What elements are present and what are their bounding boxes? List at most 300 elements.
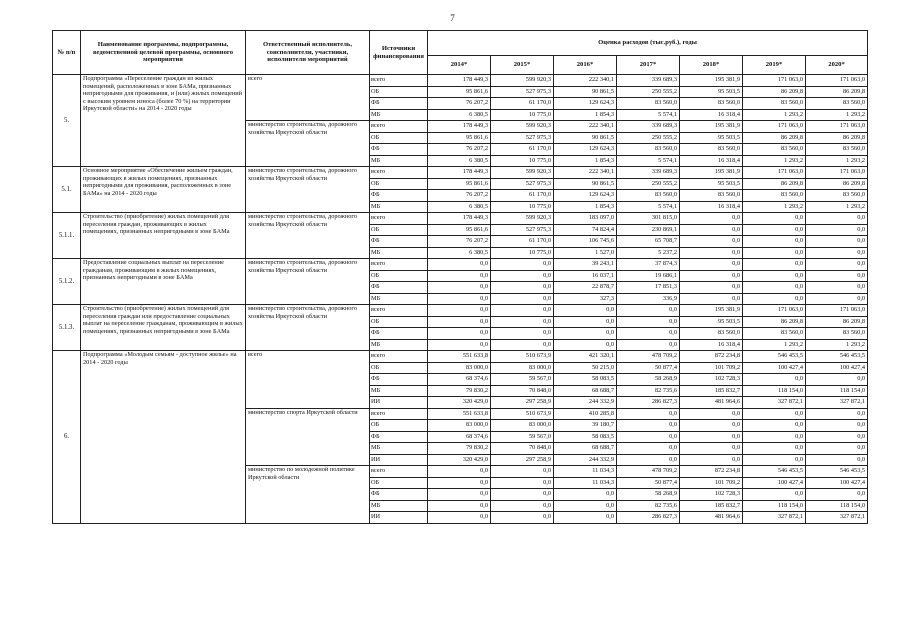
- value-cell: 16 318,4: [680, 109, 743, 121]
- executor: министерство спорта Иркутской области: [246, 408, 370, 466]
- value-cell: 336,9: [617, 293, 680, 305]
- value-cell: 0,0: [491, 316, 554, 328]
- value-cell: 599 920,3: [491, 213, 554, 225]
- value-cell: 37 874,3: [617, 259, 680, 271]
- value-cell: 481 964,6: [680, 512, 743, 524]
- value-cell: 83 000,0: [428, 362, 491, 374]
- value-cell: 0,0: [806, 408, 868, 420]
- value-cell: 0,0: [554, 489, 617, 501]
- value-cell: 546 453,5: [806, 466, 868, 478]
- value-cell: 546 453,5: [806, 351, 868, 363]
- header-executor: Ответственный исполнитель, соисполнители, участники, исполнители мероприятий: [246, 31, 370, 75]
- value-cell: 83 560,0: [680, 190, 743, 202]
- value-cell: 1 527,0: [554, 247, 617, 259]
- value-cell: 0,0: [617, 443, 680, 455]
- value-cell: 65 708,7: [617, 236, 680, 248]
- value-cell: 86 209,8: [743, 316, 806, 328]
- value-cell: 0,0: [554, 316, 617, 328]
- value-cell: 0,0: [428, 489, 491, 501]
- table-row: [53, 213, 868, 225]
- header-num: № п/п: [53, 31, 81, 75]
- header-year: 2015*: [491, 56, 554, 75]
- value-cell: 339 689,3: [617, 167, 680, 179]
- value-cell: 83 560,0: [806, 144, 868, 156]
- value-cell: 510 673,9: [491, 351, 554, 363]
- value-cell: 250 555,2: [617, 86, 680, 98]
- value-cell: 195 381,9: [680, 121, 743, 133]
- header-year: 2018*: [680, 56, 743, 75]
- value-cell: 90 861,5: [554, 86, 617, 98]
- funding-source: ОБ: [370, 132, 428, 144]
- value-cell: 5 237,2: [617, 247, 680, 259]
- value-cell: 118 154,0: [743, 500, 806, 512]
- value-cell: 546 453,5: [743, 466, 806, 478]
- section-code: 5.1.2.: [53, 259, 81, 305]
- section-name: Подпрограмма «Переселение граждан из жилых помещений, расположенных в зоне БАМа, признанных непригодными для проживания, и (или) жилых помещений с высоким уровнем износа (более 70 %) на территории Иркутской области» на 2014 - 2020 годы: [81, 75, 246, 167]
- value-cell: 0,0: [743, 213, 806, 225]
- value-cell: 79 830,2: [428, 443, 491, 455]
- value-cell: 0,0: [806, 236, 868, 248]
- value-cell: 327 872,1: [743, 512, 806, 524]
- value-cell: 0,0: [680, 270, 743, 282]
- value-cell: 0,0: [554, 512, 617, 524]
- value-cell: 100 427,4: [806, 477, 868, 489]
- executor: министерство строительства, дорожного хозяйства Иркутской области: [246, 213, 370, 259]
- value-cell: 86 209,8: [806, 316, 868, 328]
- funding-source: МБ: [370, 109, 428, 121]
- value-cell: 339 689,3: [617, 75, 680, 87]
- value-cell: 95 861,6: [428, 224, 491, 236]
- value-cell: 0,0: [743, 374, 806, 386]
- value-cell: 129 624,3: [554, 190, 617, 202]
- value-cell: 0,0: [554, 500, 617, 512]
- funding-source: ОБ: [370, 224, 428, 236]
- value-cell: 0,0: [617, 339, 680, 351]
- value-cell: 0,0: [806, 293, 868, 305]
- value-cell: 83 560,0: [680, 98, 743, 110]
- value-cell: 510 673,9: [491, 408, 554, 420]
- value-cell: 527 975,3: [491, 86, 554, 98]
- value-cell: 0,0: [743, 443, 806, 455]
- value-cell: 481 964,6: [680, 397, 743, 409]
- value-cell: 0,0: [491, 328, 554, 340]
- funding-source: ФБ: [370, 144, 428, 156]
- value-cell: 0,0: [428, 500, 491, 512]
- value-cell: 61 170,0: [491, 190, 554, 202]
- value-cell: 0,0: [743, 454, 806, 466]
- value-cell: 872 234,8: [680, 466, 743, 478]
- funding-source: всего: [370, 259, 428, 271]
- value-cell: 0,0: [743, 236, 806, 248]
- value-cell: 0,0: [491, 489, 554, 501]
- funding-source: ФБ: [370, 328, 428, 340]
- value-cell: 82 735,6: [617, 500, 680, 512]
- value-cell: 0,0: [680, 454, 743, 466]
- funding-source: всего: [370, 466, 428, 478]
- executor: всего: [246, 351, 370, 409]
- value-cell: 195 381,9: [680, 75, 743, 87]
- funding-source: всего: [370, 75, 428, 87]
- value-cell: 0,0: [806, 443, 868, 455]
- funding-source: МБ: [370, 385, 428, 397]
- value-cell: 95 861,6: [428, 178, 491, 190]
- value-cell: 0,0: [491, 512, 554, 524]
- funding-source: ФБ: [370, 374, 428, 386]
- value-cell: 5 574,1: [617, 109, 680, 121]
- header-year: 2014*: [428, 56, 491, 75]
- value-cell: 0,0: [617, 305, 680, 317]
- value-cell: 61 170,0: [491, 236, 554, 248]
- section-name: Подпрограмма «Молодым семьям - доступное жилье» на 2014 - 2020 годы: [81, 351, 246, 524]
- value-cell: 171 063,0: [743, 121, 806, 133]
- value-cell: 0,0: [491, 500, 554, 512]
- executor: министерство строительства, дорожного хозяйства Иркутской области: [246, 305, 370, 351]
- executor: всего: [246, 75, 370, 121]
- funding-source: МБ: [370, 155, 428, 167]
- value-cell: 599 920,3: [491, 167, 554, 179]
- value-cell: 95 503,5: [680, 178, 743, 190]
- value-cell: 100 427,4: [806, 362, 868, 374]
- value-cell: 0,0: [743, 247, 806, 259]
- section-name: Основное мероприятие «Обеспечение жильем граждан, проживающих в жилых помещениях, признанных непригодными для проживания, расположенных в зоне БАМа» на 2014 - 2020 годы: [81, 167, 246, 213]
- value-cell: 1 293,2: [743, 201, 806, 213]
- value-cell: 101 709,2: [680, 477, 743, 489]
- value-cell: 0,0: [680, 293, 743, 305]
- value-cell: 1 293,2: [806, 201, 868, 213]
- value-cell: 83 560,0: [743, 328, 806, 340]
- value-cell: 83 560,0: [617, 98, 680, 110]
- funding-source: всего: [370, 351, 428, 363]
- value-cell: 0,0: [806, 247, 868, 259]
- section-code: 5.1.3.: [53, 305, 81, 351]
- funding-source: МБ: [370, 247, 428, 259]
- value-cell: 6 380,5: [428, 109, 491, 121]
- value-cell: 171 063,0: [806, 305, 868, 317]
- value-cell: 527 975,3: [491, 178, 554, 190]
- value-cell: 5 574,1: [617, 155, 680, 167]
- value-cell: 86 209,8: [743, 178, 806, 190]
- funding-source: ОБ: [370, 477, 428, 489]
- value-cell: 0,0: [806, 454, 868, 466]
- value-cell: 297 258,9: [491, 454, 554, 466]
- value-cell: 0,0: [617, 454, 680, 466]
- value-cell: 478 709,2: [617, 351, 680, 363]
- value-cell: 50 877,4: [617, 362, 680, 374]
- executor: министерство строительства, дорожного хозяйства Иркутской области: [246, 121, 370, 167]
- value-cell: 0,0: [428, 512, 491, 524]
- value-cell: 0,0: [743, 270, 806, 282]
- value-cell: 339 689,3: [617, 121, 680, 133]
- header-year: 2020*: [806, 56, 868, 75]
- value-cell: 10 775,0: [491, 109, 554, 121]
- value-cell: 0,0: [743, 224, 806, 236]
- value-cell: 0,0: [806, 259, 868, 271]
- value-cell: 76 207,2: [428, 98, 491, 110]
- value-cell: 95 503,5: [680, 132, 743, 144]
- funding-source: ИИ: [370, 512, 428, 524]
- value-cell: 527 975,3: [491, 132, 554, 144]
- value-cell: 16 318,4: [680, 339, 743, 351]
- value-cell: 39 180,7: [554, 420, 617, 432]
- value-cell: 86 209,8: [806, 86, 868, 98]
- table-row: [53, 305, 868, 317]
- value-cell: 68 374,6: [428, 374, 491, 386]
- value-cell: 95 503,5: [680, 86, 743, 98]
- value-cell: 599 920,3: [491, 121, 554, 133]
- value-cell: 286 827,3: [617, 512, 680, 524]
- header-name: Наименование программы, подпрограммы, ведомственной целевой программы, основного мероприятия: [81, 31, 246, 75]
- value-cell: 83 560,0: [806, 190, 868, 202]
- value-cell: 0,0: [806, 374, 868, 386]
- value-cell: 1 293,2: [743, 155, 806, 167]
- funding-source: всего: [370, 305, 428, 317]
- table-body: [53, 75, 868, 524]
- value-cell: 83 560,0: [680, 328, 743, 340]
- funding-source: всего: [370, 167, 428, 179]
- value-cell: 83 000,0: [428, 420, 491, 432]
- value-cell: 83 560,0: [743, 98, 806, 110]
- value-cell: 195 381,9: [680, 305, 743, 317]
- value-cell: 286 827,3: [617, 397, 680, 409]
- value-cell: 0,0: [680, 224, 743, 236]
- value-cell: 0,0: [806, 431, 868, 443]
- table-row: [53, 167, 868, 179]
- value-cell: 0,0: [428, 270, 491, 282]
- funding-source: ОБ: [370, 362, 428, 374]
- value-cell: 1 293,2: [806, 109, 868, 121]
- value-cell: 0,0: [743, 408, 806, 420]
- value-cell: 83 560,0: [806, 98, 868, 110]
- value-cell: 0,0: [617, 328, 680, 340]
- value-cell: 100 427,4: [743, 477, 806, 489]
- section-code: 6.: [53, 351, 81, 524]
- value-cell: 244 332,9: [554, 397, 617, 409]
- value-cell: 0,0: [428, 339, 491, 351]
- value-cell: 0,0: [428, 466, 491, 478]
- value-cell: 185 832,7: [680, 500, 743, 512]
- value-cell: 102 728,3: [680, 489, 743, 501]
- value-cell: 58 083,5: [554, 374, 617, 386]
- value-cell: 0,0: [491, 293, 554, 305]
- value-cell: 10 775,0: [491, 247, 554, 259]
- value-cell: 0,0: [491, 339, 554, 351]
- value-cell: 10 775,0: [491, 155, 554, 167]
- value-cell: 0,0: [806, 282, 868, 294]
- value-cell: 86 209,8: [806, 178, 868, 190]
- value-cell: 250 555,2: [617, 132, 680, 144]
- value-cell: 6 380,5: [428, 201, 491, 213]
- funding-source: ФБ: [370, 190, 428, 202]
- funding-source: всего: [370, 213, 428, 225]
- value-cell: 872 234,8: [680, 351, 743, 363]
- value-cell: 0,0: [491, 282, 554, 294]
- executor: министерство по молодежной политике Иркутской области: [246, 466, 370, 524]
- value-cell: 76 207,2: [428, 144, 491, 156]
- value-cell: 599 920,3: [491, 75, 554, 87]
- value-cell: 0,0: [617, 408, 680, 420]
- value-cell: 129 624,3: [554, 144, 617, 156]
- value-cell: 0,0: [743, 259, 806, 271]
- funding-source: ОБ: [370, 178, 428, 190]
- value-cell: 301 815,0: [617, 213, 680, 225]
- expenditure-table: [52, 30, 868, 524]
- value-cell: 0,0: [743, 431, 806, 443]
- page-number: 7: [450, 13, 455, 23]
- value-cell: 59 567,0: [491, 374, 554, 386]
- value-cell: 546 453,5: [743, 351, 806, 363]
- value-cell: 327 872,1: [806, 512, 868, 524]
- value-cell: 5 574,1: [617, 201, 680, 213]
- value-cell: 195 381,9: [680, 167, 743, 179]
- value-cell: 320 429,0: [428, 397, 491, 409]
- funding-source: ФБ: [370, 431, 428, 443]
- value-cell: 17 851,3: [617, 282, 680, 294]
- value-cell: 101 709,2: [680, 362, 743, 374]
- value-cell: 1 293,2: [743, 109, 806, 121]
- funding-source: ФБ: [370, 282, 428, 294]
- value-cell: 183 097,0: [554, 213, 617, 225]
- header-year: 2019*: [743, 56, 806, 75]
- value-cell: 171 063,0: [743, 75, 806, 87]
- value-cell: 0,0: [743, 420, 806, 432]
- value-cell: 68 374,6: [428, 431, 491, 443]
- table-row: [53, 259, 868, 271]
- value-cell: 0,0: [428, 282, 491, 294]
- value-cell: 1 854,3: [554, 155, 617, 167]
- section-name: Предоставление социальных выплат на переселение гражданам, проживающим в жилых помещениях, признанных непригодными в зоне БАМа: [81, 259, 246, 305]
- section-code: 5.1.: [53, 167, 81, 213]
- funding-source: ИИ: [370, 397, 428, 409]
- value-cell: 83 560,0: [743, 144, 806, 156]
- section-code: 5.: [53, 75, 81, 167]
- value-cell: 10 775,0: [491, 201, 554, 213]
- value-cell: 83 560,0: [617, 190, 680, 202]
- value-cell: 83 000,0: [491, 362, 554, 374]
- value-cell: 0,0: [680, 443, 743, 455]
- value-cell: 1 293,2: [806, 339, 868, 351]
- value-cell: 0,0: [554, 328, 617, 340]
- value-cell: 70 848,0: [491, 443, 554, 455]
- value-cell: 61 170,0: [491, 98, 554, 110]
- value-cell: 222 340,1: [554, 75, 617, 87]
- value-cell: 421 320,1: [554, 351, 617, 363]
- value-cell: 0,0: [806, 213, 868, 225]
- header-costs: Оценка расходов (тыс.руб.), годы: [428, 31, 868, 56]
- value-cell: 0,0: [806, 420, 868, 432]
- value-cell: 16 318,4: [680, 201, 743, 213]
- value-cell: 58 268,9: [617, 489, 680, 501]
- value-cell: 0,0: [806, 270, 868, 282]
- header-source: Источники финансирования: [370, 31, 428, 75]
- value-cell: 0,0: [680, 247, 743, 259]
- value-cell: 79 830,2: [428, 385, 491, 397]
- value-cell: 16 318,4: [680, 155, 743, 167]
- value-cell: 0,0: [491, 477, 554, 489]
- value-cell: 11 034,3: [554, 466, 617, 478]
- funding-source: ФБ: [370, 98, 428, 110]
- funding-source: всего: [370, 121, 428, 133]
- value-cell: 83 560,0: [806, 328, 868, 340]
- value-cell: 171 063,0: [806, 167, 868, 179]
- funding-source: всего: [370, 408, 428, 420]
- section-name: Строительство (приобретение) жилых помещений для переселения граждан или предоставление социальных выплат на переселение гражданам, проживающим в жилых помещениях, признанных непригодными в зоне БАМа: [81, 305, 246, 351]
- value-cell: 171 063,0: [743, 305, 806, 317]
- value-cell: 0,0: [743, 282, 806, 294]
- value-cell: 76 207,2: [428, 236, 491, 248]
- funding-source: ИИ: [370, 454, 428, 466]
- value-cell: 0,0: [428, 316, 491, 328]
- value-cell: 551 633,8: [428, 408, 491, 420]
- value-cell: 0,0: [491, 259, 554, 271]
- header-year: 2016*: [554, 56, 617, 75]
- funding-source: МБ: [370, 293, 428, 305]
- value-cell: 0,0: [491, 305, 554, 317]
- value-cell: 0,0: [491, 270, 554, 282]
- section-code: 5.1.1.: [53, 213, 81, 259]
- value-cell: 0,0: [428, 259, 491, 271]
- value-cell: 11 034,3: [554, 477, 617, 489]
- value-cell: 50 215,0: [554, 362, 617, 374]
- value-cell: 244 332,9: [554, 454, 617, 466]
- value-cell: 0,0: [680, 420, 743, 432]
- value-cell: 178 449,3: [428, 213, 491, 225]
- value-cell: 118 154,0: [806, 385, 868, 397]
- value-cell: 171 063,0: [743, 167, 806, 179]
- value-cell: 70 848,0: [491, 385, 554, 397]
- value-cell: 50 877,4: [617, 477, 680, 489]
- value-cell: 86 209,8: [743, 132, 806, 144]
- value-cell: 74 824,4: [554, 224, 617, 236]
- value-cell: 1 293,2: [806, 155, 868, 167]
- value-cell: 102 728,3: [680, 374, 743, 386]
- value-cell: 0,0: [680, 282, 743, 294]
- value-cell: 0,0: [617, 420, 680, 432]
- value-cell: 0,0: [428, 477, 491, 489]
- value-cell: 410 285,8: [554, 408, 617, 420]
- value-cell: 95 503,5: [680, 316, 743, 328]
- value-cell: 222 340,1: [554, 167, 617, 179]
- funding-source: ОБ: [370, 86, 428, 98]
- value-cell: 129 624,3: [554, 98, 617, 110]
- value-cell: 58 268,9: [617, 374, 680, 386]
- value-cell: 327,3: [554, 293, 617, 305]
- funding-source: ОБ: [370, 420, 428, 432]
- funding-source: МБ: [370, 339, 428, 351]
- value-cell: 230 869,1: [617, 224, 680, 236]
- value-cell: 171 063,0: [806, 121, 868, 133]
- funding-source: МБ: [370, 201, 428, 213]
- section-name: Строительство (приобретение) жилых помещений для переселения граждан, проживающих в жилых помещениях, признанных непригодными в зоне БАМа: [81, 213, 246, 259]
- value-cell: 16 037,1: [554, 270, 617, 282]
- value-cell: 95 861,6: [428, 132, 491, 144]
- value-cell: 68 688,7: [554, 443, 617, 455]
- value-cell: 86 209,8: [806, 132, 868, 144]
- value-cell: 118 154,0: [806, 500, 868, 512]
- value-cell: 100 427,4: [743, 362, 806, 374]
- funding-source: ФБ: [370, 489, 428, 501]
- value-cell: 178 449,3: [428, 167, 491, 179]
- value-cell: 106 745,6: [554, 236, 617, 248]
- value-cell: 59 567,0: [491, 431, 554, 443]
- value-cell: 6 380,5: [428, 247, 491, 259]
- value-cell: 0,0: [554, 305, 617, 317]
- value-cell: 76 207,2: [428, 190, 491, 202]
- value-cell: 83 560,0: [743, 190, 806, 202]
- executor: министерство строительства, дорожного хозяйства Иркутской области: [246, 167, 370, 213]
- value-cell: 0,0: [617, 431, 680, 443]
- value-cell: 61 170,0: [491, 144, 554, 156]
- value-cell: 0,0: [680, 236, 743, 248]
